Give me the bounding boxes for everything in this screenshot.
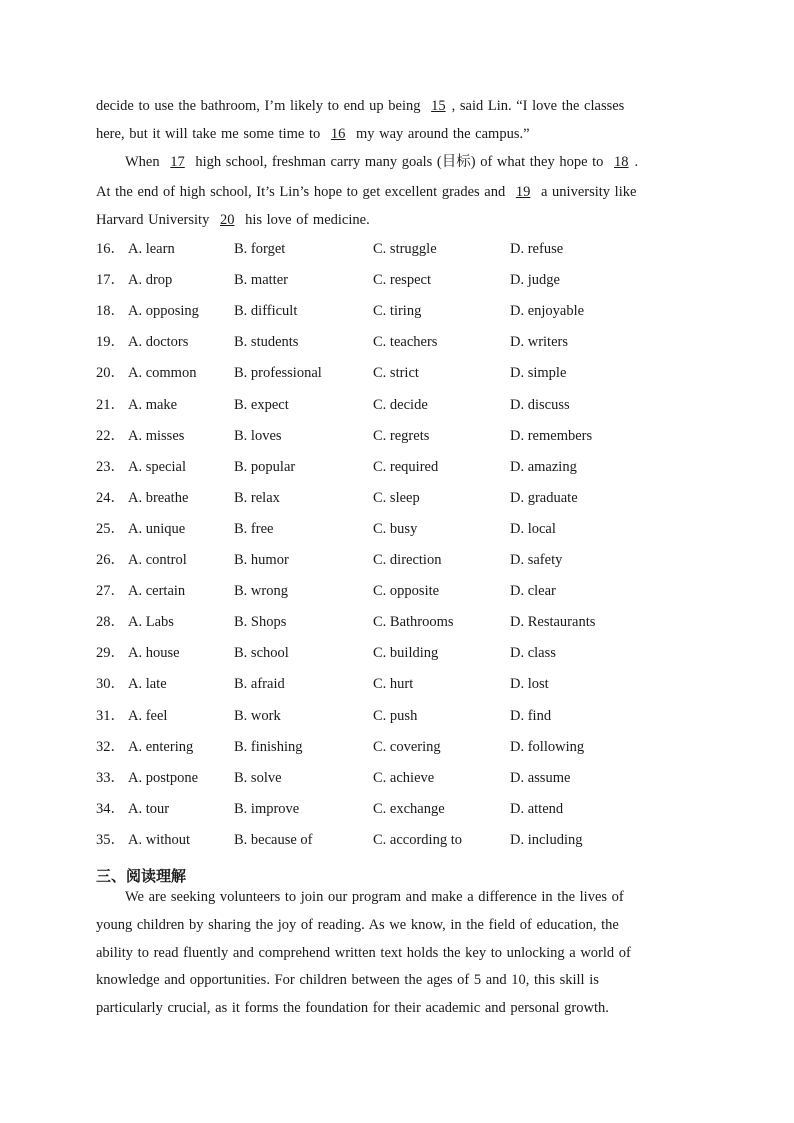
option-d: D. class [510,645,556,662]
option-d: D. including [510,831,583,848]
answer-blank: 16 [330,126,346,142]
answer-blank: 15 [431,98,446,114]
passage-text: here, but it will take me some time to [96,126,325,142]
option-a: A. doctors [128,334,189,351]
option-a: A. special [128,458,186,475]
passage-text: high school, freshman carry many goals (目标) of what they hope to [190,154,609,170]
option-b: B. difficult [234,303,298,320]
option-d: D. refuse [510,241,564,257]
option-d: D. simple [510,365,567,382]
option-a: A. common [128,365,197,382]
option-c: C. required [373,458,439,475]
option-b: B. humor [234,552,289,568]
question-number: 33． [96,769,125,786]
answer-blank: 19 [515,184,531,200]
option-b: B. school [234,645,289,662]
passage-text: , said Lin. “I love the classes [451,98,625,114]
question-number: 24． [96,489,125,506]
option-d: D. writers [510,334,568,351]
answer-blank: 17 [170,154,185,170]
option-d: D. assume [510,769,571,786]
question-number: 35． [96,831,125,848]
option-b: B. free [234,520,274,537]
option-c: C. sleep [373,489,420,506]
option-b: B. afraid [234,676,285,693]
question-number: 22． [96,427,125,444]
option-c: C. building [373,645,439,662]
question-number: 20． [96,365,125,382]
question-number: 28． [96,614,125,631]
option-c: C. Bathrooms [373,614,454,631]
passage-text: my way around the campus.” [351,126,530,142]
passage-text: a university like [536,184,637,200]
option-d: D. safety [510,552,563,568]
question-number: 21． [96,396,125,413]
option-c: C. teachers [373,334,438,351]
option-c: C. struggle [373,241,437,257]
option-d: D. Restaurants [510,614,596,631]
passage-line [125,152,735,172]
option-d: D. remembers [510,427,593,444]
option-a: A. without [128,831,191,848]
option-b: B. students [234,334,299,351]
reading-line: We are seeking volunteers to join our program and make a difference in the lives of [125,889,624,905]
option-d: D. local [510,520,556,537]
option-b: B. popular [234,458,296,475]
option-c: C. decide [373,396,428,413]
option-b: B. Shops [234,614,287,631]
option-a: A. misses [128,427,185,444]
passage-text: decide to use the bathroom, I’m likely to end up being [96,98,426,114]
option-d: D. amazing [510,458,577,475]
option-b: B. because of [234,831,313,848]
question-number: 17． [96,272,125,289]
option-b: B. wrong [234,583,288,600]
passage-text: At the end of high school, It’s Lin’s hope to get excellent grades and [96,184,510,200]
answer-blank: 18 [614,154,629,170]
passage-line [96,210,706,230]
option-c: C. push [373,707,418,724]
question-number: 25． [96,520,125,537]
option-a: A. learn [128,241,175,257]
option-c: C. exchange [373,800,445,817]
passage-line [96,96,706,116]
option-b: B. improve [234,800,300,817]
question-number: 23． [96,458,125,475]
option-d: D. lost [510,676,549,693]
option-a: A. entering [128,738,194,755]
passage-text: . [634,154,639,170]
option-a: A. opposing [128,303,199,320]
option-a: A. certain [128,583,186,600]
option-c: C. respect [373,272,431,289]
option-d: D. graduate [510,489,578,506]
passage-text: When [125,154,165,170]
option-b: B. work [234,707,281,724]
option-c: C. regrets [373,427,430,444]
question-number: 31． [96,707,125,724]
option-c: C. according to [373,831,462,848]
option-c: C. strict [373,365,419,382]
passage-text: Harvard University [96,212,214,228]
option-a: A. unique [128,520,186,537]
option-b: B. loves [234,427,282,444]
option-a: A. control [128,552,187,568]
option-c: C. covering [373,738,441,755]
question-number: 19． [96,334,125,351]
option-c: C. opposite [373,583,440,600]
reading-line: ability to read fluently and comprehend written text holds the key to unlocking a world of [96,945,631,961]
option-b: B. finishing [234,738,303,755]
option-b: B. relax [234,489,280,506]
option-a: A. Labs [128,614,174,631]
option-c: C. direction [373,552,442,568]
question-number: 26． [96,552,125,568]
option-a: A. tour [128,800,170,817]
question-number: 32． [96,738,125,755]
option-a: A. postpone [128,769,199,786]
question-number: 18． [96,303,125,320]
option-c: C. hurt [373,676,414,693]
option-d: D. clear [510,583,556,600]
option-b: B. matter [234,272,288,289]
option-d: D. find [510,707,552,724]
passage-line [96,182,706,202]
passage-text: his love of medicine. [240,212,370,228]
section-title: 三、阅读理解 [96,867,187,885]
option-b: B. solve [234,769,282,786]
option-d: D. attend [510,800,564,817]
passage-line [96,124,706,144]
option-d: D. following [510,738,585,755]
option-d: D. enjoyable [510,303,585,320]
option-d: D. judge [510,272,560,289]
question-number: 16． [96,241,125,257]
option-b: B. forget [234,241,286,257]
option-a: A. drop [128,272,173,289]
question-number: 30． [96,676,125,693]
option-a: A. make [128,396,178,413]
reading-line: young children by sharing the joy of reading. As we know, in the field of education, the [96,917,619,933]
option-d: D. discuss [510,396,570,413]
reading-line: knowledge and opportunities. For children between the ages of 5 and 10, this skill is [96,972,599,988]
option-c: C. achieve [373,769,435,786]
question-number: 29． [96,645,125,662]
question-number: 27． [96,583,125,600]
reading-line: particularly crucial, as it forms the foundation for their academic and personal growth. [96,1000,609,1016]
option-c: C. busy [373,520,418,537]
option-a: A. house [128,645,180,662]
option-b: B. expect [234,396,289,413]
question-number: 34． [96,800,125,817]
option-c: C. tiring [373,303,422,320]
option-b: B. professional [234,365,322,382]
option-a: A. feel [128,707,168,724]
option-a: A. breathe [128,489,189,506]
option-a: A. late [128,676,167,693]
answer-blank: 20 [219,212,235,228]
